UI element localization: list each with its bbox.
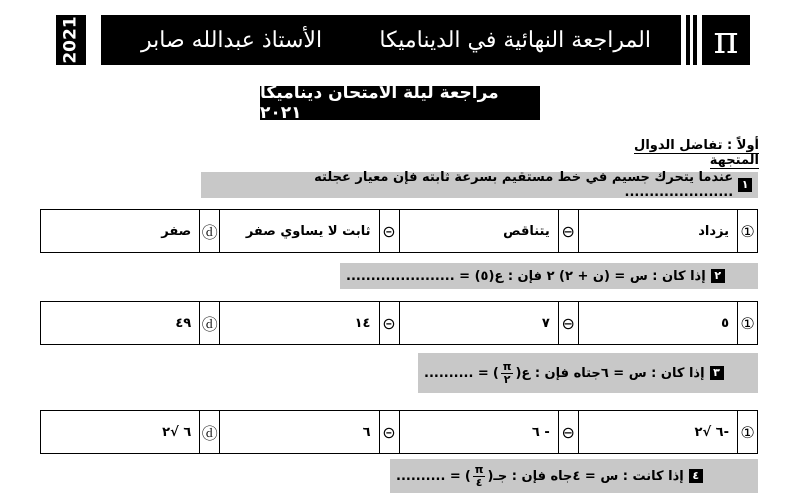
option-mark[interactable]: ⊖ — [558, 411, 578, 454]
fraction: $\frac{\pi}{٤}$ — [474, 462, 484, 489]
question-number: ١ — [738, 178, 752, 192]
option-mark[interactable]: ① — [738, 210, 758, 253]
option-text[interactable]: ٥ — [578, 302, 737, 345]
year-text: 2021 — [61, 16, 82, 64]
option-text[interactable]: -٦ √٢ — [578, 411, 737, 454]
question-1 — [201, 172, 758, 198]
option-text[interactable]: ٧ — [399, 302, 558, 345]
option-mark[interactable]: ⊖ — [558, 210, 578, 253]
question-text: إذا كان : س = (ن + ٢) ٢ فإن : ع(٥) = ...................... — [346, 268, 706, 284]
option-text[interactable]: ٦ — [220, 411, 379, 454]
section-title: أولاً : تفاضل الدوال المتجهة — [634, 138, 759, 168]
option-mark[interactable]: ⊝ — [379, 411, 399, 454]
question-text: عندما يتحرك جسيم في خط مستقيم بسرعة ثابته فإن معيار عجلته ...................... — [314, 170, 734, 200]
option-text[interactable]: - ٦ — [399, 411, 558, 454]
pi-logo-icon: π — [702, 15, 750, 65]
option-mark[interactable]: ① — [738, 411, 758, 454]
fraction: $\frac{\pi}{٢}$ — [502, 359, 512, 386]
option-text[interactable]: يتناقص — [399, 210, 558, 253]
option-text[interactable]: يزداد — [578, 210, 737, 253]
options-table-1 — [40, 209, 758, 253]
option-mark[interactable]: ⊝ — [379, 302, 399, 345]
option-mark[interactable]: ⊖ — [558, 302, 578, 345]
option-text[interactable]: ١٤ — [220, 302, 379, 345]
options-table-3 — [40, 410, 758, 454]
question-text: إذا كانت : س = ٤جاه فإن : جـ — [493, 468, 684, 484]
question-number: ٢ — [711, 269, 725, 283]
option-text[interactable]: صفر — [41, 210, 200, 253]
question-text: إذا كان : س = ٦جتاه فإن : ع — [521, 365, 705, 381]
question-3: ٣ إذا كان : س = ٦جتاه فإن : ع ( $\frac{\pi}{٢}$ ) = .......... — [418, 353, 758, 393]
question-number: ٤ — [689, 469, 703, 483]
option-text[interactable]: ثابت لا يساوي صفر — [220, 210, 379, 253]
option-mark[interactable]: ⊝ — [379, 210, 399, 253]
year-badge — [56, 15, 86, 65]
question-4: ٤ إذا كانت : س = ٤جاه فإن : جـ ( $\frac{\pi}{٤}$ ) = .......... — [390, 459, 758, 493]
header-title: المراجعة النهائية في الديناميكا — [379, 27, 651, 53]
page-subtitle: مراجعة ليلة الامتحان ديناميكا ٢٠٢١ — [260, 86, 540, 120]
options-table-2 — [40, 301, 758, 345]
option-mark[interactable]: ① — [738, 302, 758, 345]
question-number: ٣ — [710, 366, 724, 380]
option-text[interactable]: ٦ √٢ — [41, 411, 200, 454]
option-text[interactable]: ٤٩ — [41, 302, 200, 345]
teacher-name: الأستاذ عبدالله صابر — [141, 27, 323, 53]
option-mark[interactable]: ⓓ — [200, 210, 220, 253]
divider-bars — [686, 15, 698, 65]
option-mark[interactable]: ⓓ — [200, 411, 220, 454]
option-mark[interactable]: ⓓ — [200, 302, 220, 345]
header-banner — [101, 15, 681, 65]
question-2 — [340, 263, 758, 289]
